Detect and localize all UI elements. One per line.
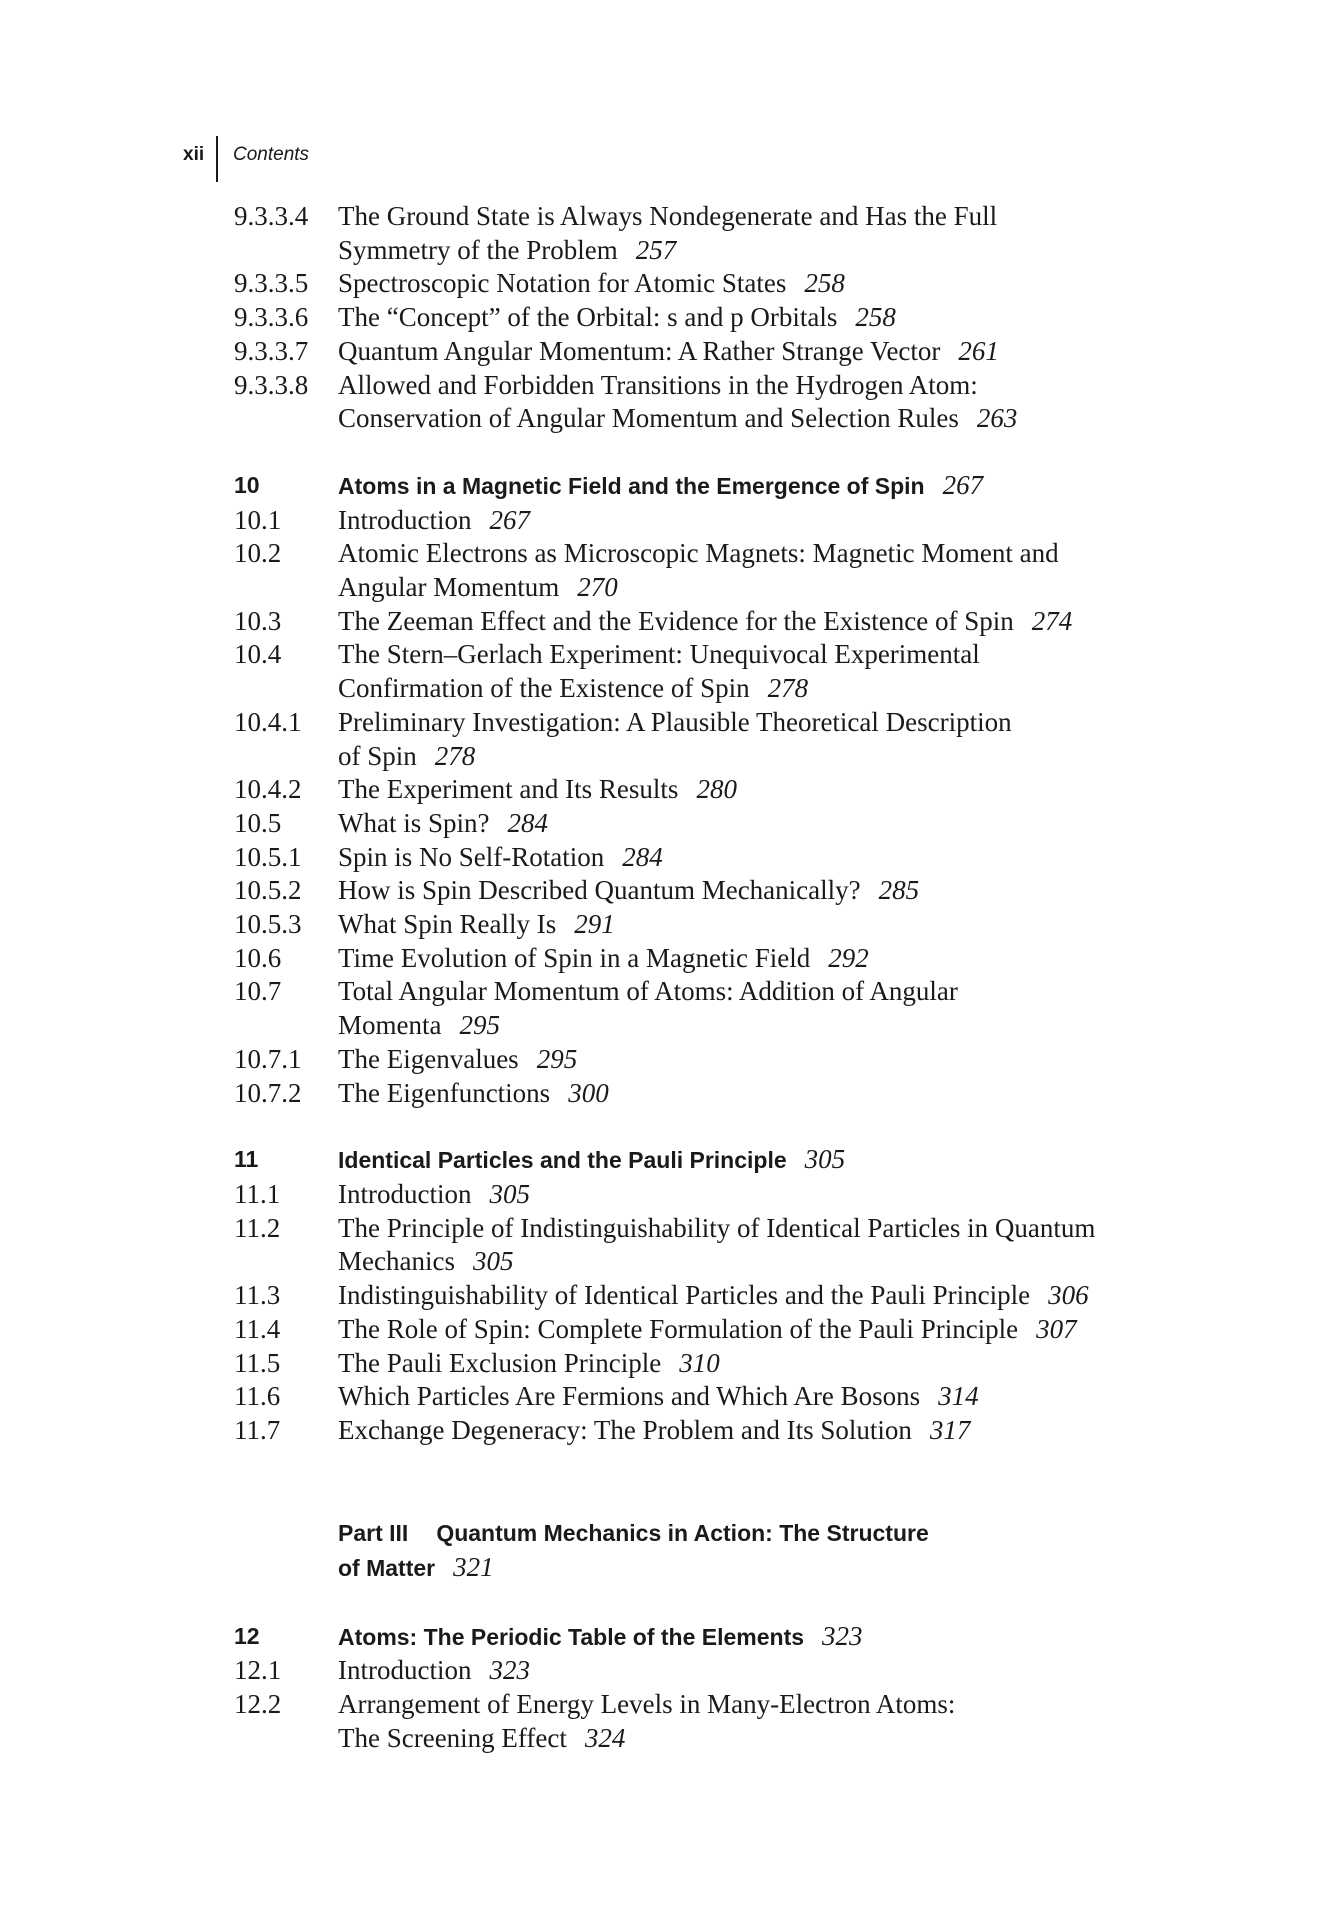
entry-title: What is Spin? xyxy=(338,807,490,838)
entry-page-number: 278 xyxy=(434,740,476,771)
toc-section-entry xyxy=(234,1279,1194,1313)
entry-title: Time Evolution of Spin in a Magnetic Field xyxy=(338,942,811,973)
entry-page-number: 295 xyxy=(536,1043,578,1074)
toc-part-entry xyxy=(234,1516,1194,1586)
entry-title: Allowed and Forbidden Transitions in the Hydrogen Atom: xyxy=(338,369,978,400)
page-number: xii xyxy=(183,144,205,165)
toc-section-entry xyxy=(234,605,1194,639)
entry-title: Exchange Degeneracy: The Problem and Its Solution xyxy=(338,1414,912,1445)
entry-page-number: 274 xyxy=(1031,605,1073,636)
toc-section-entry xyxy=(234,1688,1194,1755)
toc-section-entry xyxy=(234,504,1194,538)
toc-section-entry xyxy=(234,638,1194,705)
entry-page-number: 257 xyxy=(635,234,677,265)
entry-number: 11 xyxy=(234,1146,259,1173)
toc-section-entry xyxy=(234,369,1194,436)
entry-title: Spectroscopic Notation for Atomic States xyxy=(338,268,787,299)
entry-page-number: 321 xyxy=(453,1552,494,1583)
entry-number: 10.5.1 xyxy=(234,841,302,872)
table-of-contents xyxy=(234,200,1194,1755)
entry-number: 11.6 xyxy=(234,1381,281,1412)
entry-page-number: 284 xyxy=(507,807,548,838)
entry-title: The Principle of Indistinguishability of Identical Particles in Quantum xyxy=(338,1212,1096,1243)
toc-section-entry xyxy=(234,874,1194,908)
entry-number: 11.4 xyxy=(234,1313,281,1344)
entry-title: Confirmation of the Existence of Spin xyxy=(338,673,750,704)
entry-page-number: 305 xyxy=(489,1178,530,1209)
entry-title: The Stern–Gerlach Experiment: Unequivocal Experimental xyxy=(338,639,980,670)
entry-page-number: 317 xyxy=(929,1414,971,1445)
entry-number: 9.3.3.8 xyxy=(234,369,309,400)
entry-title: What Spin Really Is xyxy=(338,909,557,940)
entry-page-number: 292 xyxy=(828,942,869,973)
entry-number: 9.3.3.7 xyxy=(234,335,309,366)
entry-title: Arrangement of Energy Levels in Many-Electron Atoms: xyxy=(338,1689,956,1720)
entry-title: The Eigenvalues xyxy=(338,1043,519,1074)
entry-page-number: 324 xyxy=(584,1722,626,1753)
toc-section-entry xyxy=(234,537,1194,604)
entry-page-number: 307 xyxy=(1036,1313,1077,1344)
entry-title: of Matter xyxy=(338,1555,436,1582)
entry-title: Conservation of Angular Momentum and Selection Rules xyxy=(338,403,959,434)
entry-number: 10.5.2 xyxy=(234,875,302,906)
entry-title: Momenta xyxy=(338,1010,442,1041)
entry-title: Identical Particles and the Pauli Principle xyxy=(338,1147,787,1174)
entry-page-number: 323 xyxy=(489,1655,530,1686)
entry-title: Atoms in a Magnetic Field and the Emergence of Spin xyxy=(338,472,925,499)
entry-page-number: 280 xyxy=(696,774,737,805)
entry-page-number: 323 xyxy=(822,1620,863,1651)
entry-number: 11.7 xyxy=(234,1414,281,1445)
toc-section-entry xyxy=(234,1178,1194,1212)
entry-title: Which Particles Are Fermions and Which Are Bosons xyxy=(338,1381,921,1412)
entry-number: 10.5 xyxy=(234,807,282,838)
entry-number: 12.1 xyxy=(234,1655,282,1686)
toc-section-entry xyxy=(234,1654,1194,1688)
entry-page-number: 305 xyxy=(804,1144,846,1175)
toc-section-entry xyxy=(234,301,1194,335)
entry-number: 10.7.1 xyxy=(234,1043,302,1074)
toc-section-entry xyxy=(234,1414,1194,1448)
entry-title: Introduction xyxy=(338,1178,472,1209)
entry-number: 10.3 xyxy=(234,605,282,636)
toc-section-entry xyxy=(234,1347,1194,1381)
toc-chapter-entry xyxy=(234,1143,1194,1178)
entry-page-number: 284 xyxy=(622,841,663,872)
entry-page-number: 291 xyxy=(574,909,615,940)
entry-number: 9.3.3.5 xyxy=(234,268,309,299)
entry-page-number: 267 xyxy=(489,504,530,535)
entry-number: 9.3.3.4 xyxy=(234,201,309,231)
toc-section-entry xyxy=(234,1313,1194,1347)
entry-title: The Experiment and Its Results xyxy=(338,774,679,805)
entry-number: 10.2 xyxy=(234,538,282,569)
toc-section-entry xyxy=(234,706,1194,773)
entry-title: Introduction xyxy=(338,1655,472,1686)
entry-number: 11.2 xyxy=(234,1212,281,1243)
toc-section-entry xyxy=(234,942,1194,976)
toc-section-entry xyxy=(234,908,1194,942)
entry-title: The Role of Spin: Complete Formulation of the Pauli Principle xyxy=(338,1313,1019,1344)
toc-section-entry xyxy=(234,1380,1194,1414)
toc-section-entry xyxy=(234,807,1194,841)
entry-title: The Screening Effect xyxy=(338,1722,567,1753)
entry-page-number: 310 xyxy=(679,1347,720,1378)
entry-title: Indistinguishability of Identical Particles and the Pauli Principle xyxy=(338,1280,1031,1311)
entry-title: Total Angular Momentum of Atoms: Addition of Angular xyxy=(338,976,958,1007)
entry-number: 9.3.3.6 xyxy=(234,302,309,333)
entry-title: Angular Momentum xyxy=(338,572,560,603)
entry-page-number: 305 xyxy=(472,1246,514,1277)
entry-title: Atomic Electrons as Microscopic Magnets: Magnetic Moment and xyxy=(338,538,1059,569)
entry-title: The Eigenfunctions xyxy=(338,1077,551,1108)
entry-number: 10.4.1 xyxy=(234,706,302,737)
toc-section-entry xyxy=(234,1077,1194,1111)
entry-page-number: 306 xyxy=(1048,1280,1089,1311)
entry-page-number: 258 xyxy=(855,302,896,333)
entry-page-number: 263 xyxy=(976,403,1018,434)
entry-title: Mechanics xyxy=(338,1246,455,1277)
entry-number: 10.7 xyxy=(234,976,282,1007)
entry-title: Symmetry of the Problem xyxy=(338,234,618,265)
entry-title: Atoms: The Periodic Table of the Elements xyxy=(338,1623,805,1650)
entry-page-number: 300 xyxy=(568,1077,609,1108)
running-head: Contents xyxy=(233,144,310,165)
toc-section-entry xyxy=(234,841,1194,875)
entry-title: Preliminary Investigation: A Plausible Theoretical Description xyxy=(338,706,1012,737)
entry-page-number: 270 xyxy=(577,572,618,603)
entry-title: Spin is No Self-Rotation xyxy=(338,841,605,872)
toc-section-entry xyxy=(234,1043,1194,1077)
entry-number: 10 xyxy=(234,471,260,498)
entry-page-number: 285 xyxy=(878,875,920,906)
part-label: Part III xyxy=(338,1519,409,1546)
entry-number: 11.3 xyxy=(234,1280,281,1311)
entry-title: How is Spin Described Quantum Mechanically? xyxy=(338,875,861,906)
entry-number: 10.4.2 xyxy=(234,774,302,805)
entry-number: 12 xyxy=(234,1622,260,1649)
toc-section-entry xyxy=(234,1212,1194,1279)
entry-title: of Spin xyxy=(338,740,417,771)
entry-number: 10.7.2 xyxy=(234,1077,302,1108)
toc-chapter-entry xyxy=(234,469,1194,504)
entry-page-number: 295 xyxy=(459,1010,500,1041)
entry-page-number: 267 xyxy=(942,469,984,500)
entry-number: 10.4 xyxy=(234,639,282,670)
entry-title: The “Concept” of the Orbital: s and p Orbitals xyxy=(338,302,838,333)
toc-chapter-entry xyxy=(234,1620,1194,1655)
toc-section-entry xyxy=(234,267,1194,301)
entry-title: The Ground State is Always Nondegenerate and Has the Full xyxy=(338,201,998,231)
entry-number: 12.2 xyxy=(234,1689,282,1720)
entry-title: Quantum Mechanics in Action: The Structure xyxy=(436,1519,929,1546)
entry-number: 11.1 xyxy=(234,1178,281,1209)
toc-section-entry xyxy=(234,335,1194,369)
entry-page-number: 258 xyxy=(804,268,845,299)
entry-page-number: 278 xyxy=(767,673,809,704)
entry-page-number: 261 xyxy=(958,335,999,366)
entry-title: Introduction xyxy=(338,504,472,535)
toc-section-entry xyxy=(234,975,1194,1042)
entry-title: The Zeeman Effect and the Evidence for the Existence of Spin xyxy=(338,605,1014,636)
toc-section-entry xyxy=(234,200,1194,267)
entry-number: 11.5 xyxy=(234,1347,281,1378)
entry-page-number: 314 xyxy=(938,1381,979,1412)
entry-title: The Pauli Exclusion Principle xyxy=(338,1347,662,1378)
toc-section-entry xyxy=(234,773,1194,807)
header-divider xyxy=(216,136,218,182)
entry-number: 10.1 xyxy=(234,504,282,535)
entry-number: 10.5.3 xyxy=(234,909,302,940)
entry-title: Quantum Angular Momentum: A Rather Strange Vector xyxy=(338,335,941,366)
entry-number: 10.6 xyxy=(234,942,282,973)
